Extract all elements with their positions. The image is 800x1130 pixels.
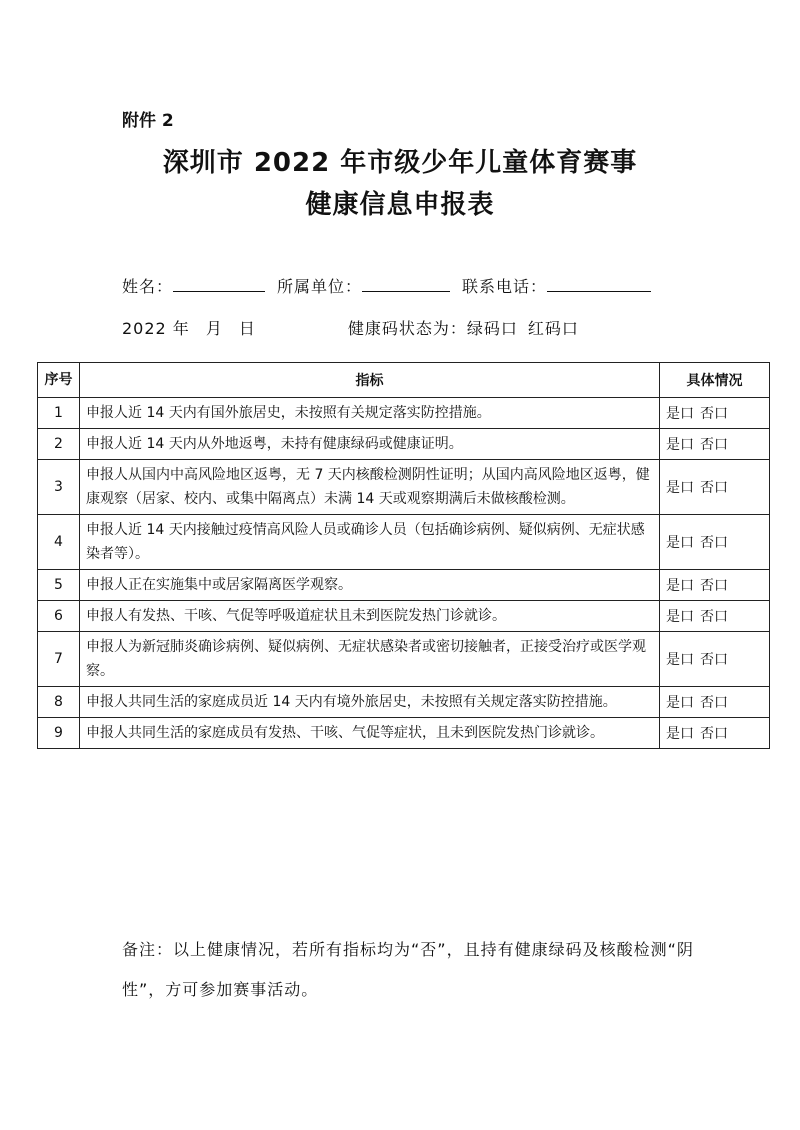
row-number: 5 xyxy=(38,570,80,601)
row-indicator: 申报人为新冠肺炎确诊病例、疑似病例、无症状感染者或密切接触者，正接受治疗或医学观察。 xyxy=(80,632,660,687)
health-declaration-table xyxy=(37,362,770,749)
row-indicator: 申报人近 14 天内接触过疫情高风险人员或确诊人员（包括确诊病例、疑似病例、无症状感染者等）。 xyxy=(80,515,660,570)
no-checkbox[interactable]: 否口 xyxy=(700,652,728,668)
row-status xyxy=(660,601,770,632)
table-row xyxy=(38,718,770,749)
health-code-label: 健康码状态为： xyxy=(347,319,467,338)
day-text: 日 xyxy=(238,319,256,338)
yes-checkbox[interactable]: 是口 xyxy=(666,726,694,742)
table-row xyxy=(38,398,770,429)
yes-checkbox[interactable]: 是口 xyxy=(666,695,694,711)
unit-label: 所属单位： xyxy=(277,277,363,296)
no-checkbox[interactable]: 否口 xyxy=(700,578,728,594)
yes-checkbox[interactable]: 是口 xyxy=(666,578,694,594)
no-checkbox[interactable]: 否口 xyxy=(700,406,728,422)
row-indicator: 申报人近 14 天内有国外旅居史，未按照有关规定落实防控措施。 xyxy=(80,398,660,429)
header-indicator: 指标 xyxy=(80,363,660,398)
date-health-code-line xyxy=(122,316,579,339)
row-number: 1 xyxy=(38,398,80,429)
applicant-info-line xyxy=(122,274,663,297)
header-no: 序号 xyxy=(38,363,80,398)
table-row xyxy=(38,429,770,460)
month-text: 月 xyxy=(205,319,223,338)
table-row xyxy=(38,601,770,632)
row-status xyxy=(660,570,770,601)
row-status xyxy=(660,515,770,570)
row-status xyxy=(660,687,770,718)
row-status xyxy=(660,460,770,515)
table-header-row xyxy=(38,363,770,398)
name-label: 姓名： xyxy=(122,277,174,296)
green-code-checkbox[interactable]: 绿码口 xyxy=(466,319,518,338)
row-number: 6 xyxy=(38,601,80,632)
row-number: 9 xyxy=(38,718,80,749)
no-checkbox[interactable]: 否口 xyxy=(700,726,728,742)
row-number: 3 xyxy=(38,460,80,515)
table-row xyxy=(38,570,770,601)
yes-checkbox[interactable]: 是口 xyxy=(666,480,694,496)
row-status xyxy=(660,718,770,749)
row-number: 8 xyxy=(38,687,80,718)
row-indicator: 申报人共同生活的家庭成员有发热、干咳、气促等症状，且未到医院发热门诊就诊。 xyxy=(80,718,660,749)
table-row xyxy=(38,515,770,570)
yes-checkbox[interactable]: 是口 xyxy=(666,406,694,422)
row-status xyxy=(660,632,770,687)
yes-checkbox[interactable]: 是口 xyxy=(666,652,694,668)
phone-label: 联系电话： xyxy=(462,277,548,296)
no-checkbox[interactable]: 否口 xyxy=(700,437,728,453)
attachment-label: 附件 2 xyxy=(122,111,174,131)
no-checkbox[interactable]: 否口 xyxy=(700,609,728,625)
document-title: 深圳市 2022 年市级少年儿童体育赛事 xyxy=(162,148,638,178)
table-body xyxy=(38,398,770,749)
unit-field[interactable] xyxy=(362,277,450,292)
no-checkbox[interactable]: 否口 xyxy=(700,695,728,711)
row-indicator: 申报人近 14 天内从外地返粤，未持有健康绿码或健康证明。 xyxy=(80,429,660,460)
table-row xyxy=(38,460,770,515)
no-checkbox[interactable]: 否口 xyxy=(700,480,728,496)
year-text: 2022 年 xyxy=(122,319,190,338)
row-indicator: 申报人正在实施集中或居家隔离医学观察。 xyxy=(80,570,660,601)
yes-checkbox[interactable]: 是口 xyxy=(666,535,694,551)
row-number: 4 xyxy=(38,515,80,570)
row-indicator: 申报人从国内中高风险地区返粤，无 7 天内核酸检测阴性证明；从国内高风险地区返粤，健康观察（居家、校内、或集中隔离点）未满 14 天或观察期满后未做核酸检测。 xyxy=(80,460,660,515)
row-status xyxy=(660,429,770,460)
row-indicator: 申报人有发热、干咳、气促等呼吸道症状且未到医院发热门诊就诊。 xyxy=(80,601,660,632)
document-subtitle: 健康信息申报表 xyxy=(305,190,495,220)
yes-checkbox[interactable]: 是口 xyxy=(666,437,694,453)
red-code-checkbox[interactable]: 红码口 xyxy=(527,319,579,338)
row-number: 2 xyxy=(38,429,80,460)
table-row xyxy=(38,632,770,687)
header-status: 具体情况 xyxy=(660,363,770,398)
row-status xyxy=(660,398,770,429)
row-indicator: 申报人共同生活的家庭成员近 14 天内有境外旅居史，未按照有关规定落实防控措施。 xyxy=(80,687,660,718)
no-checkbox[interactable]: 否口 xyxy=(700,535,728,551)
row-number: 7 xyxy=(38,632,80,687)
name-field[interactable] xyxy=(173,277,265,292)
table-row xyxy=(38,687,770,718)
remark-note: 备注：以上健康情况，若所有指标均为“否”，且持有健康绿码及核酸检测“阴性”，方可参加赛事活动。 xyxy=(122,940,694,999)
phone-field[interactable] xyxy=(547,277,651,292)
yes-checkbox[interactable]: 是口 xyxy=(666,609,694,625)
